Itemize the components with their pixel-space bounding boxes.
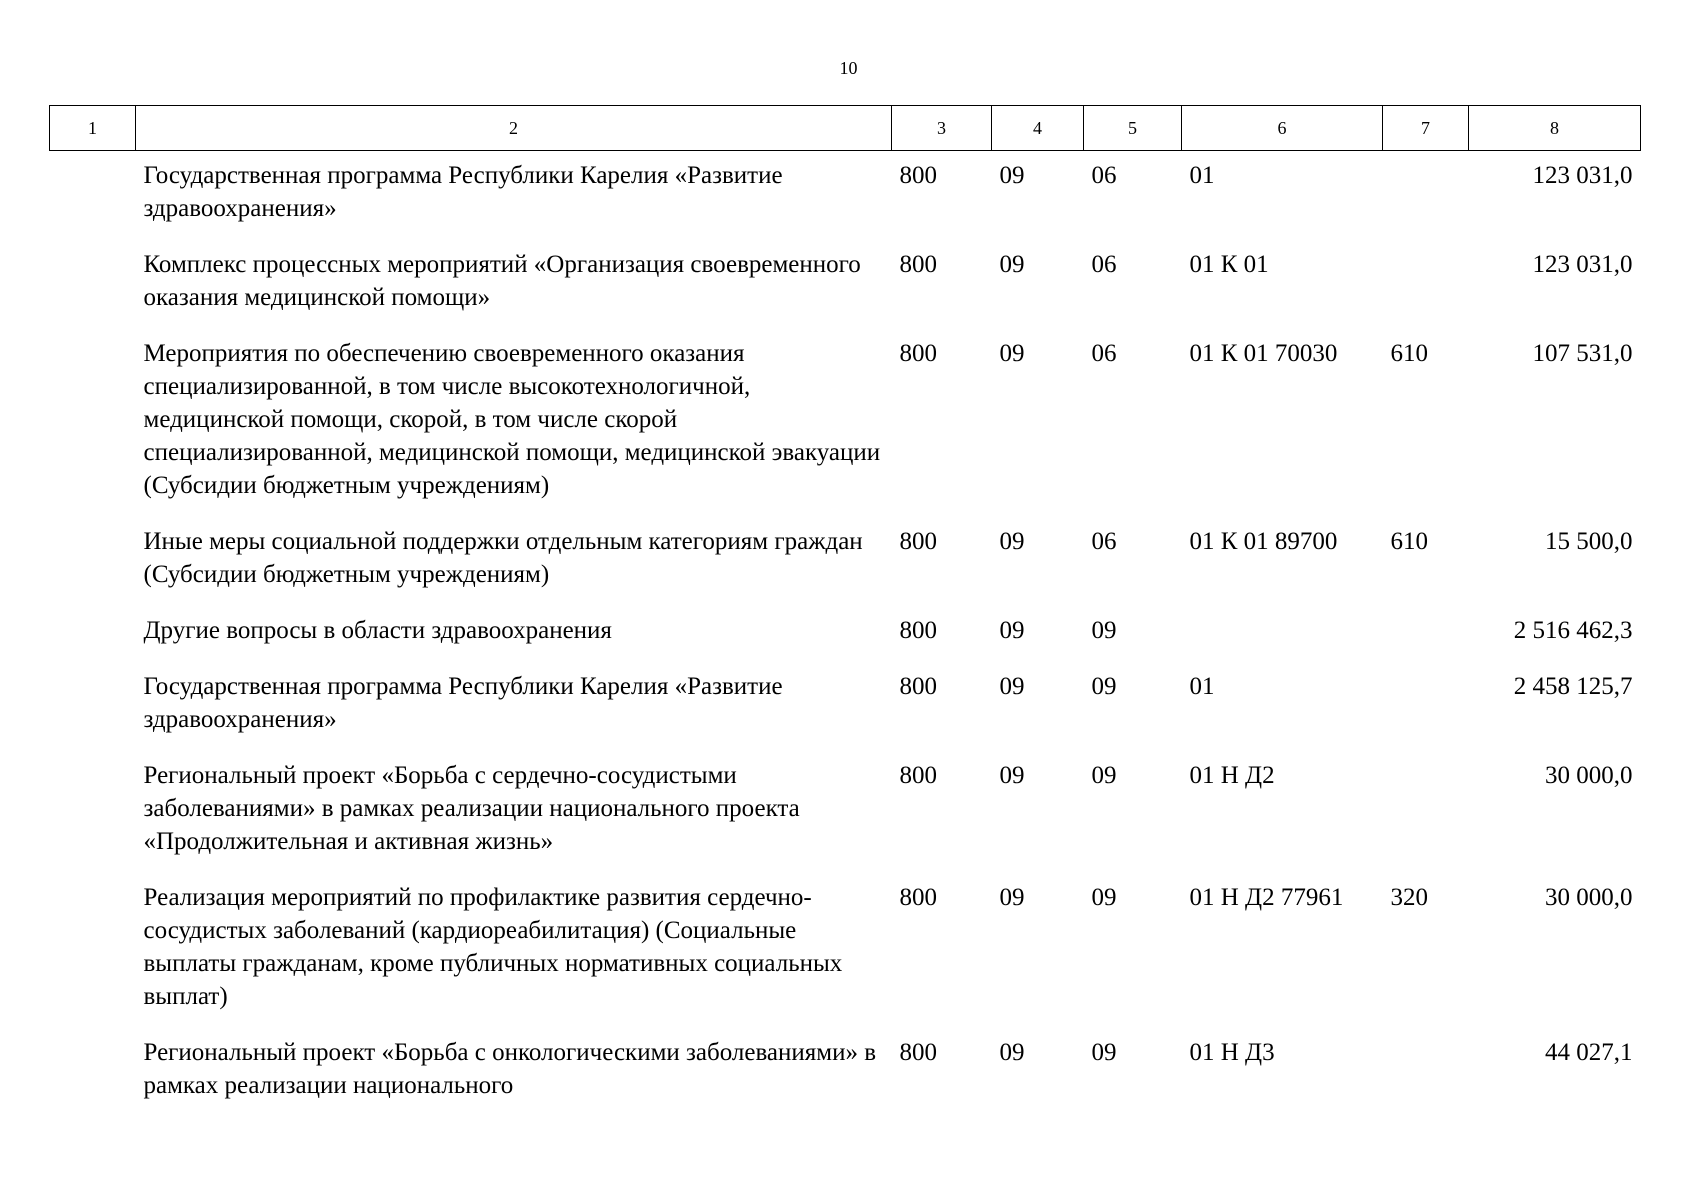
- table-row: [50, 238, 1641, 327]
- row-name-cell: Мероприятия по обеспечению своевременного оказания специализированной, в том числе высокотехнологичной, медицинской помощи, скорой, в том числе скорой специализированной, медицинской помощи, медицинской эвакуации (Субсидии бюджетным учреждениям): [143, 340, 881, 499]
- ministry-code-cell: 800: [899, 673, 937, 700]
- subsection-code-cell: 09: [1091, 884, 1117, 911]
- row-index-cell: [50, 749, 136, 871]
- target-article-cell: 01 К 01: [1189, 251, 1269, 278]
- amount-cell: 2 458 125,7: [1513, 673, 1633, 700]
- section-code-cell: 09: [999, 528, 1025, 555]
- row-index-cell: [50, 1026, 136, 1115]
- subsection-code-cell: 09: [1091, 1039, 1117, 1066]
- row-name-cell: Региональный проект «Борьба с сердечно-сосудистыми заболеваниями» в рамках реализации национального проекта «Продолжительная и активная жизнь»: [143, 762, 800, 855]
- table-row: [50, 1026, 1641, 1115]
- section-code-cell: 09: [999, 884, 1025, 911]
- table-row: [50, 515, 1641, 604]
- section-code-cell: 09: [999, 340, 1025, 367]
- column-header-8: 8: [1469, 106, 1641, 151]
- column-header-5: 5: [1084, 106, 1182, 151]
- row-index-cell: [50, 327, 136, 515]
- header-row: [50, 106, 1641, 151]
- row-name-cell: Государственная программа Республики Карелия «Развитие здравоохранения»: [143, 162, 783, 222]
- column-header-6: 6: [1182, 106, 1383, 151]
- table-row: [50, 151, 1641, 239]
- row-name-cell: Иные меры социальной поддержки отдельным категориям граждан (Субсидии бюджетным учреждениям): [143, 528, 863, 588]
- amount-cell: 123 031,0: [1532, 251, 1633, 278]
- row-index-cell: [50, 238, 136, 327]
- section-code-cell: 09: [999, 162, 1025, 189]
- expense-type-cell: [1383, 749, 1469, 871]
- column-header-2: 2: [136, 106, 892, 151]
- column-header-3: 3: [892, 106, 992, 151]
- section-code-cell: 09: [999, 617, 1025, 644]
- expense-type-cell: [1383, 238, 1469, 327]
- row-name-cell: Государственная программа Республики Карелия «Развитие здравоохранения»: [143, 673, 783, 733]
- table-body: [50, 151, 1641, 1116]
- expense-type-cell: [1383, 660, 1469, 749]
- target-article-cell: 01: [1189, 673, 1215, 700]
- subsection-code-cell: 06: [1091, 251, 1117, 278]
- amount-cell: 2 516 462,3: [1513, 617, 1633, 644]
- target-article-cell: 01: [1189, 162, 1215, 189]
- subsection-code-cell: 09: [1091, 617, 1117, 644]
- table-row: [50, 660, 1641, 749]
- target-article-cell: 01 К 01 89700: [1189, 528, 1338, 555]
- subsection-code-cell: 09: [1091, 762, 1117, 789]
- section-code-cell: 09: [999, 673, 1025, 700]
- expense-type-cell: 320: [1390, 884, 1428, 911]
- row-name-cell: Комплекс процессных мероприятий «Организация своевременного оказания медицинской помощи»: [143, 251, 861, 311]
- ministry-code-cell: 800: [899, 162, 937, 189]
- expense-type-cell: 610: [1390, 528, 1428, 555]
- table-row: [50, 749, 1641, 871]
- amount-cell: 15 500,0: [1545, 528, 1633, 555]
- row-name-cell: Другие вопросы в области здравоохранения: [143, 617, 612, 644]
- expense-type-cell: [1383, 604, 1469, 660]
- row-index-cell: [50, 660, 136, 749]
- section-code-cell: 09: [999, 1039, 1025, 1066]
- row-index-cell: [50, 151, 136, 239]
- target-article-cell: [1182, 604, 1383, 660]
- row-name-cell: Реализация мероприятий по профилактике развития сердечно-сосудистых заболеваний (кардиореабилитация) (Социальные выплаты гражданам, кроме публичных нормативных социальных выплат): [143, 884, 843, 1010]
- amount-cell: 30 000,0: [1545, 762, 1633, 789]
- expense-type-cell: [1383, 151, 1469, 239]
- subsection-code-cell: 06: [1091, 340, 1117, 367]
- ministry-code-cell: 800: [899, 340, 937, 367]
- table-row: [50, 327, 1641, 515]
- ministry-code-cell: 800: [899, 617, 937, 644]
- ministry-code-cell: 800: [899, 762, 937, 789]
- page-number: 10: [839, 58, 858, 78]
- subsection-code-cell: 06: [1091, 162, 1117, 189]
- section-code-cell: 09: [999, 251, 1025, 278]
- target-article-cell: 01 К 01 70030: [1189, 340, 1338, 367]
- amount-cell: 123 031,0: [1532, 162, 1633, 189]
- ministry-code-cell: 800: [899, 528, 937, 555]
- row-index-cell: [50, 871, 136, 1026]
- ministry-code-cell: 800: [899, 251, 937, 278]
- column-header-1: 1: [50, 106, 136, 151]
- subsection-code-cell: 09: [1091, 673, 1117, 700]
- row-index-cell: [50, 515, 136, 604]
- ministry-code-cell: 800: [899, 884, 937, 911]
- table-row: [50, 871, 1641, 1026]
- expense-type-cell: 610: [1390, 340, 1428, 367]
- table-row: [50, 604, 1641, 660]
- target-article-cell: 01 Н Д2: [1189, 762, 1275, 789]
- budget-table: [49, 105, 1641, 1115]
- target-article-cell: 01 Н Д3: [1189, 1039, 1275, 1066]
- expense-type-cell: [1383, 1026, 1469, 1115]
- amount-cell: 30 000,0: [1545, 884, 1633, 911]
- row-index-cell: [50, 604, 136, 660]
- section-code-cell: 09: [999, 762, 1025, 789]
- row-name-cell: Региональный проект «Борьба с онкологическими заболеваниями» в рамках реализации национального: [143, 1039, 877, 1099]
- subsection-code-cell: 06: [1091, 528, 1117, 555]
- column-header-4: 4: [992, 106, 1084, 151]
- column-header-7: 7: [1383, 106, 1469, 151]
- amount-cell: 44 027,1: [1545, 1039, 1633, 1066]
- target-article-cell: 01 Н Д2 77961: [1189, 884, 1344, 911]
- amount-cell: 107 531,0: [1532, 340, 1633, 367]
- ministry-code-cell: 800: [899, 1039, 937, 1066]
